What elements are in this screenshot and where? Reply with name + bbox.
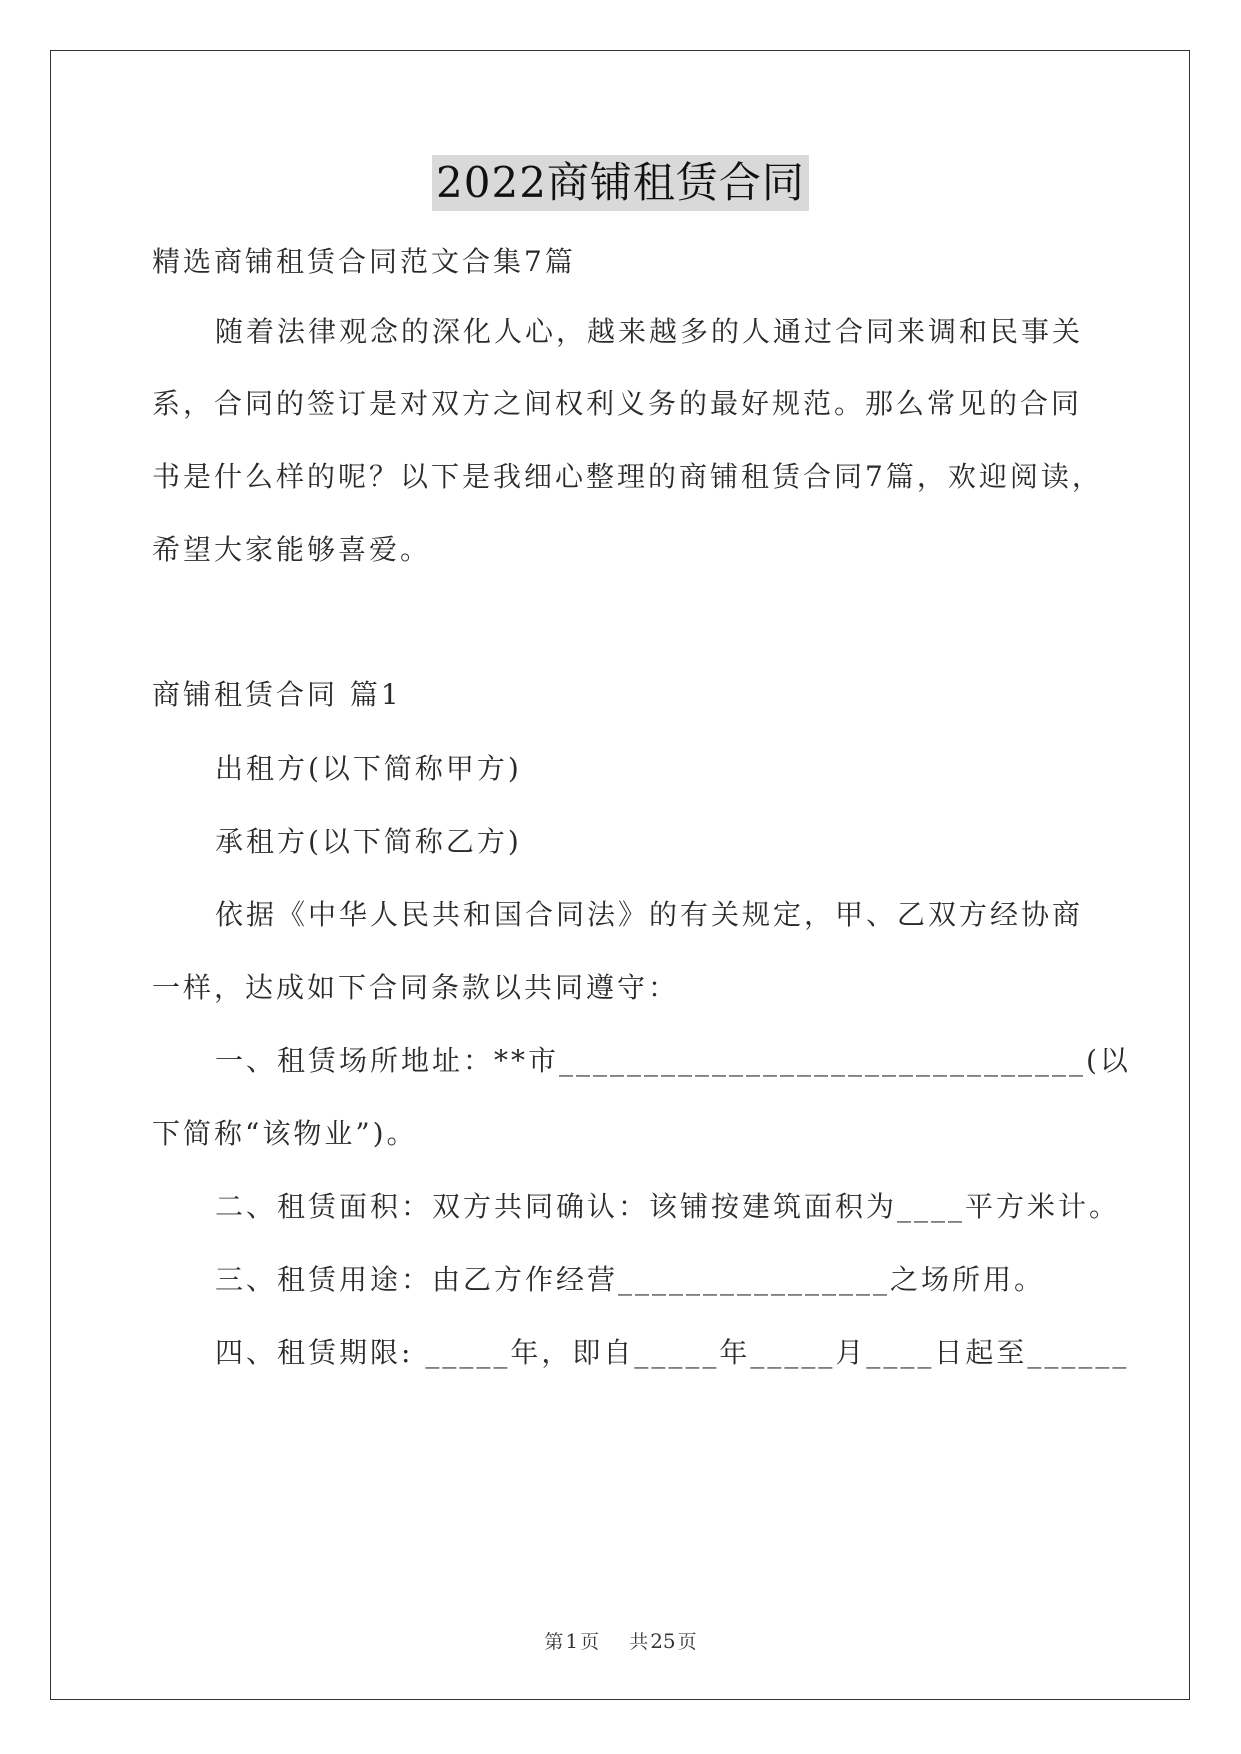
intro-line-1: 随着法律观念的深化人心，越来越多的人通过合同来调和民事关 <box>215 315 1084 348</box>
page-footer <box>0 1627 1241 1654</box>
document-subtitle: 精选商铺租赁合同范文合集7篇 <box>152 245 576 278</box>
page-border <box>50 50 1190 1700</box>
page-total: 25 <box>650 1629 676 1653</box>
page-prefix: 第 <box>544 1631 564 1653</box>
body-line-9: 四、租赁期限: _____年，即自_____年_____月____日起至______ <box>215 1336 1130 1369</box>
total-prefix: 共 <box>629 1631 649 1653</box>
page-suffix: 页 <box>580 1631 600 1653</box>
intro-line-2: 系，合同的签订是对双方之间权利义务的最好规范。那么常见的合同 <box>152 387 1083 420</box>
document-title: 2022商铺租赁合同 <box>432 155 809 211</box>
body-line-4: 一样，达成如下合同条款以共同遵守： <box>152 971 680 1004</box>
intro-line-3: 书是什么样的呢？以下是我细心整理的商铺租赁合同7篇，欢迎阅读， <box>152 460 1103 493</box>
body-line-1: 出租方(以下简称甲方) <box>215 752 522 785</box>
body-line-7: 二、租赁面积：双方共同确认：该铺按建筑面积为____平方米计。 <box>215 1190 1121 1223</box>
body-line-8: 三、租赁用途：由乙方作经营________________之场所用。 <box>215 1263 1046 1296</box>
page-current: 1 <box>565 1629 579 1653</box>
section-heading: 商铺租赁合同 篇1 <box>152 678 402 711</box>
body-line-3: 依据《中华人民共和国合同法》的有关规定，甲、乙双方经协商 <box>215 898 1084 931</box>
body-line-2: 承租方(以下简称乙方) <box>215 825 522 858</box>
title-container <box>0 155 1241 211</box>
body-line-5: 一、租赁场所地址：**市_______________________________(以 <box>215 1044 1131 1077</box>
intro-line-4: 希望大家能够喜爱。 <box>152 533 432 566</box>
total-suffix: 页 <box>677 1631 697 1653</box>
body-line-6: 下简称“该物业”)。 <box>152 1117 418 1150</box>
